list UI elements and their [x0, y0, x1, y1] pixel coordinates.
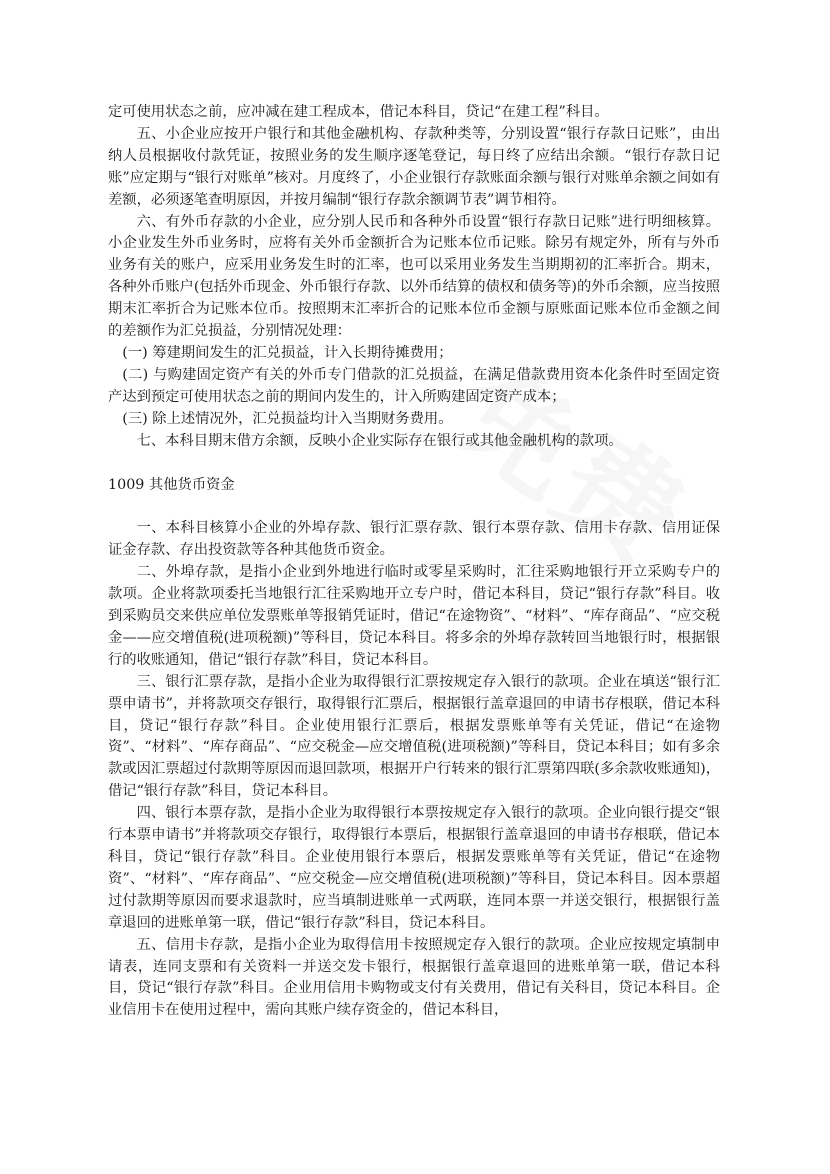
paragraph: 五、小企业应按开户银行和其他金融机构、存款种类等，分别设置“银行存款日记账”，由出纳人员根据收付款凭证，按照业务的发生顺序逐笔登记，每日终了应结出余额。“银行存款日记账”应定期与“银行对账单”核对。月度终了，小企业银行存款账面余额与银行对账单余额之间如有差额，必须逐笔查明原因，并按月编制“银行存款余额调节表”调节相符。 [108, 125, 720, 208]
paragraph: (一) 筹建期间发生的汇兑损益，计入长期待摊费用； [122, 344, 453, 361]
paragraph: (二) 与购建固定资产有关的外币专门借款的汇兑损益，在满足借款费用资本化条件时至固定资产达到预定可使用状态之前的期间内发生的，计入所购建固定资产成本； [108, 366, 720, 405]
paragraph: 六、有外币存款的小企业，应分别人民币和各种外币设置“银行存款日记账”进行明细核算。小企业发生外币业务时，应将有关外币金额折合为记账本位币记账。除另有规定外，所有与外币业务有关的账户，应采用业务发生时的汇率，也可以采用业务发生当期期初的汇率折合。期末，各种外币账户(包括外币现金、外币银行存款、以外币结算的债权和债务等)的外币余额，应当按照期末汇率折合为记账本位币。按照期末汇率折合的记账本位币金额与原账面记账本位币金额之间的差额作为汇兑损益，分别情况处理： [108, 213, 720, 340]
paragraph: 五、信用卡存款，是指小企业为取得信用卡按照规定存入银行的款项。企业应按规定填制申请表，连同支票和有关资料一并送交发卡银行，根据银行盖章退回的进账单第一联，借记本科目，贷记“银行存款”科目。企业用信用卡购物或支付有关费用，借记有关科目，贷记本科目。企业信用卡在使用过程中，需向其账户续存资金的，借记本科目， [108, 936, 720, 1019]
paragraph-spacer [108, 453, 720, 475]
paragraph: (三) 除上述情况外，汇兑损益均计入当期财务费用。 [122, 410, 453, 427]
paragraph: 四、银行本票存款，是指小企业为取得银行本票按规定存入银行的款项。企业向银行提交“银行本票申请书”并将款项交存银行，取得银行本票后，根据银行盖章退回的申请书存根联，借记本科目，贷记“银行存款”科目。企业使用银行本票后，根据发票账单等有关凭证，借记“在途物资”、“材料”、“库存商品”、“应交税金—应交增值税(进项税额)”等科目，贷记本科目。因本票超过付款期等原因而要求退款时，应当填制进账单一式两联，连同本票一并送交银行，根据银行盖章退回的进账单第一联，借记“银行存款”科目，贷记本科目。 [108, 805, 720, 931]
paragraph: 定可使用状态之前，应冲减在建工程成本，借记本科目，贷记“在建工程”科目。 [108, 104, 609, 120]
paragraph: 二、外埠存款，是指小企业到外地进行临时或零星采购时，汇往采购地银行开立采购专户的款项。企业将款项委托当地银行汇往采购地开立专户时，借记本科目，贷记“银行存款”科目。收到采购员交来供应单位发票账单等报销凭证时，借记“在途物资”、“材料”、“库存商品”、“应交税金——应交增值税(进项税额)”等科目，贷记本科目。将多余的外埠存款转回当地银行时，根据银行的收账通知，借记“银行存款”科目，贷记本科目。 [108, 564, 720, 668]
paragraph: 一、本科目核算小企业的外埠存款、银行汇票存款、银行本票存款、信用卡存款、信用证保证金存款、存出投资款等各种其他货币资金。 [108, 520, 720, 559]
paragraph-spacer [108, 496, 720, 518]
section-heading: 1009 其他货币资金 [108, 476, 235, 493]
paragraph: 三、银行汇票存款，是指小企业为取得银行汇票按规定存入银行的款项。企业在填送“银行汇票申请书”，并将款项交存银行，取得银行汇票后，根据银行盖章退回的申请书存根联，借记本科目，贷记“银行存款”科目。企业使用银行汇票后，根据发票账单等有关凭证，借记“在途物资”、“材料”、“库存商品”、“应交税金—应交增值税(进项税额)”等科目，贷记本科目；如有多余款或因汇票超过付款期等原因而退回款项，根据开户行转来的银行汇票第四联(多余款收账通知)，借记“银行存款”科目，贷记本科目。 [108, 673, 720, 800]
document-body [108, 102, 720, 1022]
paragraph: 七、本科目期末借方余额，反映小企业实际存在银行或其他金融机构的款项。 [136, 432, 623, 449]
